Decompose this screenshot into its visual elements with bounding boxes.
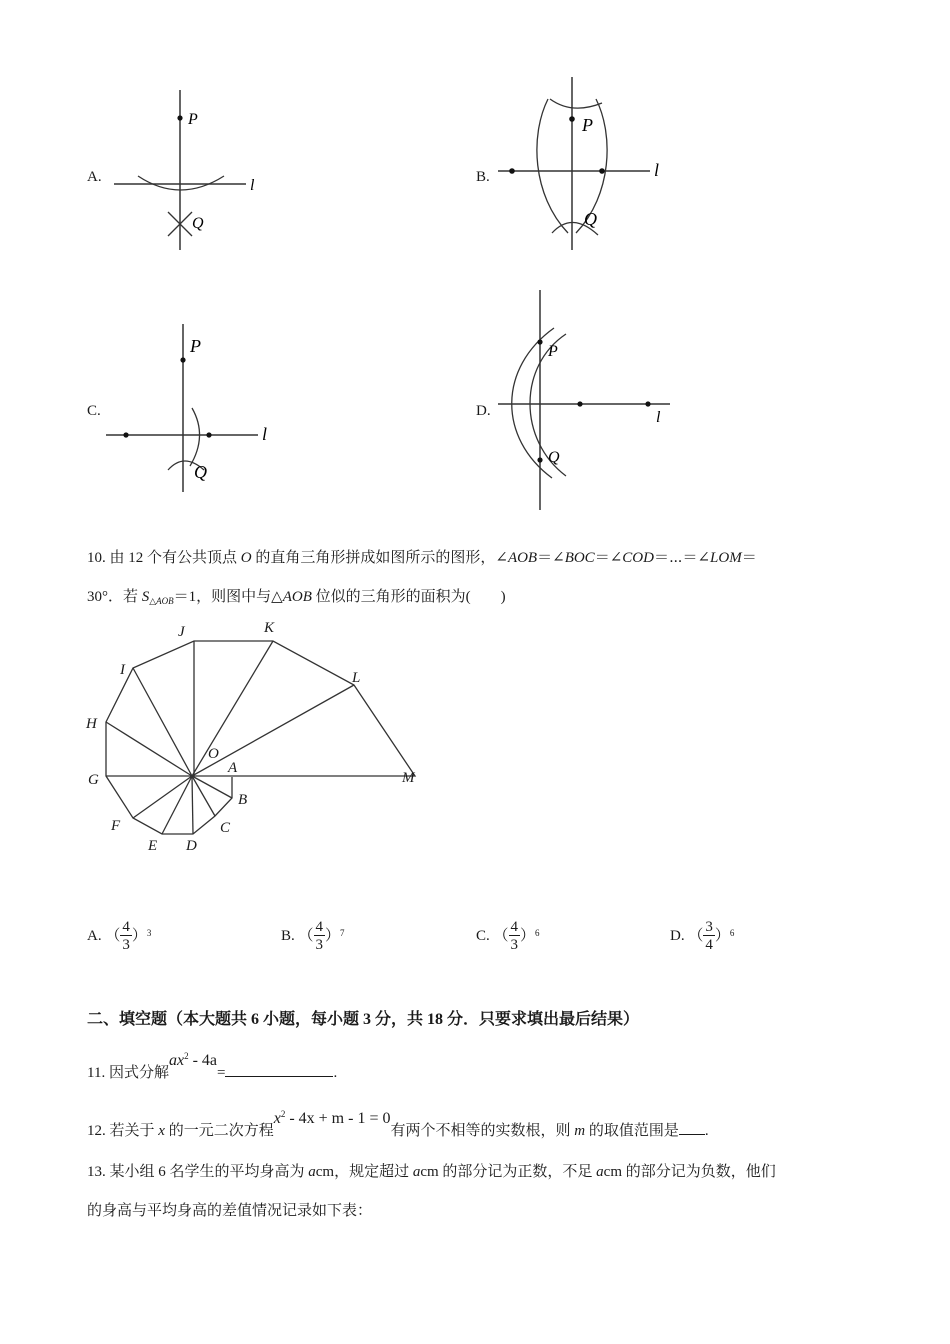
paren: （ — [298, 927, 314, 944]
q10-label-i: I — [120, 662, 125, 678]
q10-var-o: O — [240, 550, 252, 566]
q12-answer-blank[interactable] — [679, 1120, 705, 1135]
q10-option-b[interactable] — [281, 920, 345, 953]
q12 — [87, 1104, 709, 1139]
figure-option-d — [490, 288, 680, 513]
numerator: 4 — [122, 919, 130, 935]
q10-option-d[interactable] — [670, 920, 734, 953]
q10-triangle: AOB — [282, 589, 312, 605]
q13-var-a: a — [308, 1164, 316, 1180]
numerator: 3 — [705, 919, 713, 935]
figure-option-c — [100, 320, 290, 500]
option-c-label-l: l — [262, 424, 268, 444]
q12-text: 12. 若关于 — [87, 1123, 159, 1139]
q10-option-c[interactable] — [476, 920, 540, 953]
q10-label-e: E — [148, 838, 158, 854]
q13-line2: 的身高与平均身高的差值情况记录如下表： — [87, 1203, 373, 1219]
paren: （ — [105, 927, 121, 944]
q13-var-a: a — [412, 1164, 421, 1180]
numerator: 4 — [510, 919, 519, 935]
q11-text: . — [333, 1065, 338, 1081]
option-letter: C. — [476, 927, 490, 944]
q12-text: 的一元二次方程 — [164, 1123, 274, 1139]
q12-text: 的取值范围是 — [585, 1123, 679, 1139]
denominator: 3 — [510, 937, 519, 953]
option-c-label-q: Q — [194, 462, 207, 482]
q11-text: = — [217, 1065, 226, 1081]
q13-text: cm 的部分记为负数，他们 — [603, 1164, 776, 1180]
q10-label-m: M — [402, 770, 415, 786]
q11-exponent: 2 — [184, 1051, 189, 1061]
option-d-label: D. — [476, 403, 491, 419]
option-b-label-l: l — [654, 160, 660, 180]
q13-line1 — [87, 1162, 776, 1182]
q12-text: . — [704, 1123, 709, 1139]
q12-equation: - 4x + m - 1 = 0 — [285, 1110, 391, 1127]
q10-text: ＝∠ — [594, 550, 623, 566]
q10-label-b: B — [238, 792, 248, 808]
option-d-label-l: l — [656, 409, 661, 426]
option-letter: B. — [281, 927, 295, 944]
option-letter: A. — [87, 927, 102, 944]
option-a-label-q: Q — [192, 215, 204, 232]
q10-text: ＝ — [741, 550, 757, 566]
option-a-label-p: P — [188, 111, 198, 128]
q10-text: ＝∠ — [537, 550, 565, 566]
paren: ） — [325, 927, 341, 944]
q10-label-a: A — [228, 760, 238, 776]
q11-answer-blank[interactable] — [225, 1062, 333, 1077]
paren: （ — [688, 927, 704, 944]
q12-exponent: 2 — [280, 1109, 286, 1119]
fraction — [314, 920, 326, 953]
q11 — [87, 1046, 338, 1081]
fraction — [120, 920, 132, 953]
q10-text: ＝⋯＝∠ — [653, 550, 711, 566]
q10-label-c: C — [220, 820, 231, 836]
q10-label-o: O — [208, 746, 219, 762]
q12-equation: x — [273, 1110, 281, 1127]
q10-line1 — [87, 548, 757, 568]
q10-label-k: K — [264, 620, 275, 636]
q13-var-a: a — [596, 1164, 604, 1180]
q11-expr: - 4a — [188, 1052, 217, 1069]
option-c-label-p: P — [190, 336, 201, 356]
exponent: 7 — [340, 927, 345, 938]
section-title: 二、填空题（本大题共 6 小题，每小题 3 分，共 18 分．只要求填出最后结果） — [87, 1011, 640, 1028]
q10-angle: AOB — [507, 550, 538, 566]
option-d-label-q: Q — [548, 449, 560, 466]
exponent: 6 — [729, 927, 735, 938]
q12-var-m: m — [574, 1123, 586, 1139]
q10-var-s: S — [141, 589, 150, 605]
q10-option-a[interactable] — [87, 920, 151, 953]
paren: （ — [493, 927, 509, 944]
q10-label-g: G — [88, 772, 99, 788]
q10-angle: LOM — [710, 550, 742, 566]
q10-angle: BOC — [564, 550, 595, 566]
q10-label-d: D — [186, 838, 197, 854]
exponent: 6 — [535, 927, 540, 938]
q11-text: 11. 因式分解 — [87, 1065, 169, 1081]
q10-label-l: L — [352, 670, 361, 686]
q10-text: 位似的三角形的面积为( ) — [311, 589, 506, 605]
denominator: 3 — [122, 937, 130, 953]
option-c-label: C. — [87, 403, 101, 419]
q10-angle: COD — [622, 550, 654, 566]
q13-text: cm 的部分记为正数，不足 — [420, 1164, 597, 1180]
q13-text: cm，规定超过 — [315, 1164, 413, 1180]
q11-expr: ax — [168, 1052, 185, 1069]
figure-option-a — [100, 80, 290, 260]
paren: ） — [131, 927, 147, 944]
fraction — [703, 920, 715, 953]
q10-text: ＝1，则图中与△ — [173, 589, 283, 605]
option-b-label: B. — [476, 169, 490, 185]
denominator: 3 — [315, 937, 324, 953]
q10-label-f: F — [111, 818, 121, 834]
q10-line2 — [87, 587, 506, 611]
q10-subscript: △AOB — [149, 596, 174, 606]
fraction — [509, 920, 521, 953]
paren: ） — [520, 927, 536, 944]
option-letter: D. — [670, 927, 685, 944]
numerator: 4 — [315, 919, 324, 935]
q12-text: 有两个不相等的实数根，则 — [390, 1123, 575, 1139]
paren: ） — [714, 927, 730, 944]
option-a-label-l: l — [250, 177, 255, 194]
q10-text: 30°．若 — [87, 589, 142, 605]
q10-label-j: J — [178, 624, 185, 640]
q13-text: 13. 某小组 6 名学生的平均身高为 — [87, 1164, 309, 1180]
q12-var-x: x — [158, 1123, 165, 1139]
option-d-label-p: P — [548, 343, 558, 360]
figure-q10-spiral — [80, 612, 440, 862]
q10-text: 的直角三角形拼成如图所示的图形，∠ — [251, 550, 508, 566]
exponent: 3 — [146, 927, 152, 938]
q10-label-h: H — [86, 716, 97, 732]
q10-text: 10. 由 12 个有公共顶点 — [87, 550, 241, 566]
option-a-label: A. — [87, 169, 102, 185]
option-b-label-p: P — [582, 115, 593, 135]
denominator: 4 — [705, 937, 713, 953]
figure-option-b — [490, 75, 680, 255]
option-b-label-q: Q — [584, 209, 597, 229]
